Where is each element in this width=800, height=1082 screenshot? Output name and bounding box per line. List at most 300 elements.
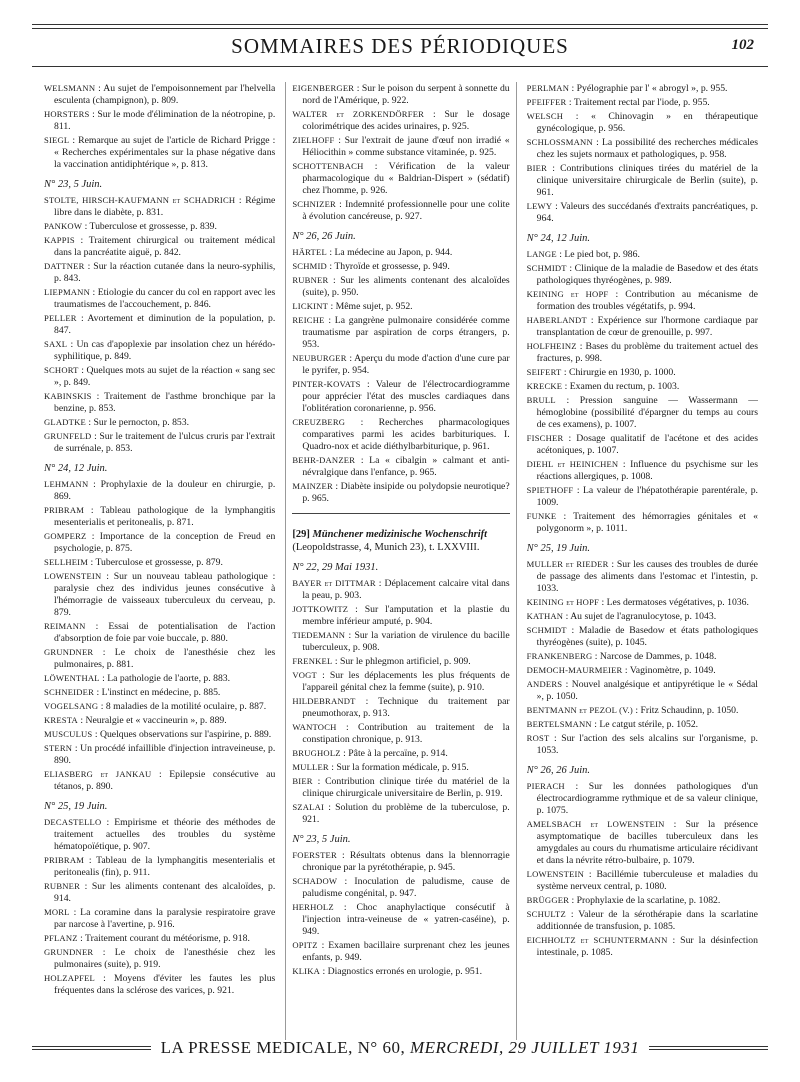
abstract-entry bbox=[527, 894, 758, 907]
entry-text: : Moyens d'éviter les fautes les plus fréquentes dans la sclérose des varices, p. 921. bbox=[54, 973, 276, 996]
entry-author: MUSCULUS bbox=[44, 729, 93, 739]
abstract-entry bbox=[527, 288, 758, 313]
abstract-entry bbox=[527, 162, 758, 199]
abstract-entry bbox=[292, 134, 509, 159]
footer-publication: LA PRESSE MEDICALE, N° 60, bbox=[160, 1038, 406, 1057]
entry-text: : Traitement des hémorragies génitales et « polygonorm », p. 1011. bbox=[536, 511, 758, 534]
entry-author: STERN bbox=[44, 743, 73, 753]
entry-text: : La médecine au Japon, p. 944. bbox=[326, 247, 453, 258]
abstract-entry bbox=[44, 364, 275, 389]
abstract-entry bbox=[527, 934, 758, 959]
abstract-entry bbox=[527, 432, 758, 457]
abstract-entry bbox=[527, 340, 758, 365]
entry-text: : Résultats obtenus dans la blennorragie chronique par la pyrétothérapie, p. 945. bbox=[302, 850, 510, 873]
entry-author: WANTOCH bbox=[292, 722, 337, 732]
entry-text: : Sur le dosage colorimétrique des acides urinaires, p. 925. bbox=[302, 109, 510, 132]
entry-author: RUBNER bbox=[292, 275, 329, 285]
abstract-entry bbox=[292, 695, 509, 720]
entry-author: SAXL bbox=[44, 339, 68, 349]
entry-author: REICHE bbox=[292, 315, 325, 325]
entry-author: FRENKEL bbox=[292, 656, 333, 666]
entry-text: : Sur le pernocton, p. 853. bbox=[85, 417, 190, 428]
entry-author: DEMOCH-MAURMEIER bbox=[526, 665, 623, 675]
abstract-entry bbox=[44, 570, 275, 619]
entry-text: : Le choix de l'anesthésie chez les pulmonaires (suite), p. 919. bbox=[54, 947, 276, 970]
entry-author: PRIBRAM bbox=[44, 505, 85, 515]
entry-author: PANKOW bbox=[44, 221, 83, 231]
entry-text: : Sur la présence asymptomatique de bacilles tuberculeux dans les amygdales au cours du rhumatisme articulaire récidivant et dans la névrite rétro-bulbaire, p. 1079. bbox=[536, 819, 758, 866]
entry-text: : Essai de potentialisation de l'action d'absorption de foie par voie buccale, p. 880. bbox=[54, 621, 276, 644]
entry-text: : Contribution au traitement de la constipation chronique, p. 913. bbox=[302, 722, 510, 745]
abstract-entry bbox=[292, 721, 509, 746]
entry-text: : Le pied bot, p. 986. bbox=[556, 249, 640, 260]
entry-author: SCHLOSSMANN bbox=[526, 137, 593, 147]
entry-author: BIER bbox=[292, 776, 313, 786]
entry-text: : Sur les aliments contenant des alcaloïdes (suite), p. 950. bbox=[302, 275, 510, 298]
entry-author: PRIBRAM bbox=[44, 855, 85, 865]
abstract-entry bbox=[527, 394, 758, 431]
entry-author: HOLZAPFEL bbox=[44, 973, 95, 983]
entry-text: : Valeurs des succédanés d'extraits pancréatiques, p. 964. bbox=[536, 201, 758, 224]
entry-text: : Importance de la conception de Freud en psychologie, p. 875. bbox=[54, 531, 276, 554]
entry-text: : Bases du problème du traitement actuel des fractures, p. 998. bbox=[536, 341, 758, 364]
abstract-entry bbox=[292, 314, 509, 351]
entry-author: HOLFHEINZ bbox=[526, 341, 577, 351]
entry-author: SCHNEIDER bbox=[44, 687, 95, 697]
entry-author: VOGELSANG bbox=[44, 701, 99, 711]
entry-text: : La gangrène pulmonaire considérée comme traumatisme par aspiration de corps étrangers, p. 953. bbox=[302, 315, 510, 350]
abstract-entry bbox=[292, 655, 509, 668]
abstract-entry bbox=[292, 801, 509, 826]
entry-text: : Examen du rectum, p. 1003. bbox=[562, 381, 680, 392]
entry-author: ANDERS bbox=[526, 679, 563, 689]
abstract-entry bbox=[527, 136, 758, 161]
entry-text: : La coramine dans la paralysie respiratoire grave par narcose à l'avertine, p. 916. bbox=[54, 907, 276, 930]
entry-author: NEUBURGER bbox=[292, 353, 347, 363]
issue-heading: N° 24, 12 Juin. bbox=[44, 463, 108, 474]
entry-text: : Sur les déplacements les plus fréquents de l'appareil génital chez la femme (suite), p. 910. bbox=[302, 670, 510, 693]
abstract-entry bbox=[44, 82, 275, 107]
entry-text: : Indemnité professionnelle pour une colite à évolution cancéreuse, p. 927. bbox=[302, 199, 510, 222]
abstract-entry bbox=[527, 818, 758, 867]
abstract-entry bbox=[292, 480, 509, 505]
entry-author: KAPPIS bbox=[44, 235, 75, 245]
abstract-entry bbox=[292, 454, 509, 479]
entry-text: : Prophylaxie de la scarlatine, p. 1082. bbox=[569, 895, 721, 906]
entry-text: : Quelques observations sur l'aspirine, p. 889. bbox=[92, 729, 272, 740]
entry-text: : Sur un nouveau tableau pathologique : paralysie chez des individus jeunes consécutive à l'hémorragie de vaisseaux tuberculeux du cerveau, p. 879. bbox=[54, 571, 276, 618]
entry-text: : Clinique de la maladie de Basedow et des états pathologiques thyréogènes, p. 989. bbox=[536, 263, 758, 286]
entry-author: BENTMANN et PEZOL (V.) bbox=[526, 705, 633, 715]
entry-text: : Dosage qualitatif de l'acétone et des acides acétoniques, p. 1007. bbox=[536, 433, 758, 456]
abstract-entry bbox=[292, 260, 509, 273]
journal-details: (Leopoldstrasse, 4, Munich 23), t. LXXVIII. bbox=[292, 542, 480, 553]
entry-author: AMELSBACH et LOWENSTEIN bbox=[526, 819, 665, 829]
entry-author: BAYER et DITTMAR bbox=[292, 578, 376, 588]
page-title: SOMMAIRES DES PÉRIODIQUES bbox=[231, 34, 569, 58]
entry-text: : Diabète insipide ou polydopsie neurotique? p. 965. bbox=[302, 481, 510, 504]
entry-text: : Sur le mode d'élimination de la néotropine, p. 811. bbox=[54, 109, 276, 132]
abstract-entry bbox=[44, 714, 275, 727]
entry-author: FISCHER bbox=[526, 433, 564, 443]
entry-author: SCHMIDT bbox=[526, 625, 567, 635]
abstract-entry bbox=[292, 875, 509, 900]
entry-text: : Sur l'extrait de jaune d'œuf non irradié « Héliocithin » comme substance vitaminée, p. 925. bbox=[302, 135, 510, 158]
footer-rule-left bbox=[32, 1046, 151, 1050]
entry-author: BERTELSMANN bbox=[526, 719, 592, 729]
entry-author: SCHULTZ bbox=[526, 909, 566, 919]
entry-author: LOWENSTEIN bbox=[526, 869, 585, 879]
entry-author: WELSCH bbox=[526, 111, 564, 121]
abstract-entry bbox=[44, 416, 275, 429]
entry-author: STOLTE, HIRSCH-KAUFMANN et SCHADRICH bbox=[44, 195, 236, 205]
abstract-entry bbox=[44, 906, 275, 931]
abstract-entry bbox=[44, 768, 275, 793]
entry-author: GRUNDNER bbox=[44, 947, 94, 957]
columns bbox=[44, 82, 758, 1040]
entry-author: ROST bbox=[526, 733, 550, 743]
abstract-entry bbox=[292, 352, 509, 377]
entry-text: : Nouvel analgésique et antipyrétique le « Sédal », p. 1050. bbox=[536, 679, 758, 702]
entry-author: WELSMANN bbox=[44, 83, 96, 93]
abstract-entry bbox=[527, 510, 758, 535]
abstract-entry bbox=[44, 390, 275, 415]
entry-author: BRUGHOLZ bbox=[292, 748, 341, 758]
column-right bbox=[527, 82, 758, 1040]
entry-author: TIEDEMANN bbox=[292, 630, 346, 640]
entry-text: : Sur la formation médicale, p. 915. bbox=[328, 762, 469, 773]
abstract-entry bbox=[292, 939, 509, 964]
abstract-entry bbox=[44, 646, 275, 671]
abstract-entry bbox=[527, 664, 758, 677]
entry-author: LEHMANN bbox=[44, 479, 89, 489]
abstract-entry bbox=[292, 198, 509, 223]
abstract-entry bbox=[527, 780, 758, 817]
entry-text: : Pyélographie par l' « abrogyl », p. 955. bbox=[569, 83, 728, 94]
abstract-entry bbox=[44, 946, 275, 971]
entry-text: : Choc anaphylactique consécutif à l'injection intra-veineuse de « yatren-caséine), p. 949. bbox=[302, 902, 510, 937]
entry-text: : Régime libre dans le diabète, p. 831. bbox=[54, 195, 276, 218]
page-number: 102 bbox=[731, 37, 754, 53]
entry-text: : Expérience sur l'hormone cardiaque par transplantation de cœur de grenouille, p. 997. bbox=[536, 315, 758, 338]
entry-author: MAINZER bbox=[292, 481, 333, 491]
entry-text: : Tableau pathologique de la lymphangitis mesenterialis et peritonealis, p. 871. bbox=[54, 505, 276, 528]
entry-text: : Valeur de la sérothérapie dans la scarlatine additionnée de transfusion, p. 1085. bbox=[536, 909, 758, 932]
entry-text: : Traitement courant du météorisme, p. 918. bbox=[77, 933, 250, 944]
entry-text: : Sur la variation de virulence du bacille tuberculeux, p. 908. bbox=[302, 630, 510, 653]
entry-text: : La « cibalgin » calmant et anti-névralgique dans l'enfance, p. 965. bbox=[302, 455, 510, 478]
entry-text: : Inoculation de paludisme, cause de paludisme congénital, p. 947. bbox=[302, 876, 510, 899]
entry-text: : Remarque au sujet de l'article de Richard Prigge : « Recherches expérimentales sur la phase négative dans la vaccination antidiphtérique », p. 813. bbox=[54, 135, 276, 170]
entry-author: KEINING et HOPF bbox=[526, 597, 600, 607]
abstract-entry bbox=[44, 972, 275, 997]
abstract-entry bbox=[44, 556, 275, 569]
abstract-entry bbox=[292, 300, 509, 313]
abstract-entry bbox=[44, 338, 275, 363]
entry-text: : Vérification de la valeur pharmacologique du « Baldrian-Dispert » (sédatif) chez l'homme, p. 926. bbox=[302, 161, 510, 196]
entry-author: GOMPERZ bbox=[44, 531, 87, 541]
entry-author: HERHOLZ bbox=[292, 902, 334, 912]
entry-author: SCHOTTENBACH bbox=[292, 161, 364, 171]
entry-author: HÄRTEL bbox=[292, 247, 327, 257]
entry-author: EICHHOLTZ et SCHUNTERMANN bbox=[526, 935, 668, 945]
entry-text: : Au sujet de l'empoisonnement par l'helvella esculenta (champignon), p. 809. bbox=[54, 83, 276, 106]
abstract-entry bbox=[292, 761, 509, 774]
entry-author: BIER bbox=[526, 163, 548, 173]
entry-author: LÖWENTHAL bbox=[44, 673, 100, 683]
entry-text: : Tuberculose et grossesse, p. 839. bbox=[82, 221, 217, 232]
entry-text: : La pathologie de l'aorte, p. 883. bbox=[99, 673, 231, 684]
top-rule-2 bbox=[32, 28, 768, 29]
entry-author: SPIETHOFF bbox=[526, 485, 574, 495]
entry-author: BEHR-DANZER bbox=[292, 455, 356, 465]
issue-heading: N° 26, 26 Juin. bbox=[292, 231, 356, 242]
footer-rule-right bbox=[649, 1046, 768, 1050]
entry-text: : Influence du psychisme sur les réactions allergiques, p. 1008. bbox=[536, 459, 758, 482]
abstract-entry bbox=[44, 312, 275, 337]
abstract-entry bbox=[292, 378, 509, 415]
entry-author: GRUNDNER bbox=[44, 647, 94, 657]
entry-author: SELLHEIM bbox=[44, 557, 89, 567]
entry-text: : Sur le poison du serpent à sonnette du nord de l'Amérique, p. 922. bbox=[302, 83, 510, 106]
entry-author: LANGE bbox=[526, 249, 557, 259]
entry-author: SCHNIZER bbox=[292, 199, 336, 209]
entry-author: EIGENBERGER bbox=[292, 83, 355, 93]
abstract-entry bbox=[527, 458, 758, 483]
entry-author: FRANKENBERG bbox=[526, 651, 593, 661]
entry-text: : Chirurgie en 1930, p. 1000. bbox=[561, 367, 676, 378]
entry-text: : Neuralgie et « vaccineurin », p. 889. bbox=[77, 715, 227, 726]
abstract-entry bbox=[527, 82, 758, 95]
entry-text: : Aperçu du mode d'action d'une cure par le pyrifer, p. 954. bbox=[302, 353, 510, 376]
abstract-entry bbox=[44, 108, 275, 133]
entry-text: : Pâte à la percaïne, p. 914. bbox=[340, 748, 448, 759]
entry-text: : Avortement et diminution de la population, p. 847. bbox=[54, 313, 276, 336]
abstract-entry bbox=[44, 816, 275, 853]
entry-author: SEIFERT bbox=[526, 367, 562, 377]
top-rule bbox=[32, 24, 768, 25]
entry-author: MULLER bbox=[292, 762, 329, 772]
entry-text: : Sur les aliments contenant des alcaloïdes, p. 914. bbox=[54, 881, 276, 904]
entry-author: LICKINT bbox=[292, 301, 329, 311]
abstract-entry bbox=[44, 530, 275, 555]
abstract-entry bbox=[292, 775, 509, 800]
entry-author: SCHORT bbox=[44, 365, 79, 375]
abstract-entry bbox=[44, 286, 275, 311]
abstract-entry bbox=[44, 260, 275, 285]
abstract-entry bbox=[292, 747, 509, 760]
entry-text: : Diagnostics erronés en urologie, p. 951. bbox=[320, 966, 483, 977]
abstract-entry bbox=[527, 96, 758, 109]
entry-author: RUBNER bbox=[44, 881, 81, 891]
entry-author: OPITZ bbox=[292, 940, 318, 950]
entry-author: CREUZBERG bbox=[292, 417, 346, 427]
entry-author: KATHAN bbox=[526, 611, 564, 621]
abstract-entry bbox=[527, 110, 758, 135]
abstract-entry bbox=[292, 274, 509, 299]
journal-name: Münchener medizinische Wochenschrift bbox=[312, 529, 488, 540]
entry-author: KEINING et HOPF bbox=[526, 289, 609, 299]
abstract-entry bbox=[44, 234, 275, 259]
abstract-entry bbox=[527, 314, 758, 339]
abstract-entry bbox=[292, 849, 509, 874]
abstract-entry bbox=[292, 416, 509, 453]
entry-author: SIEGL bbox=[44, 135, 70, 145]
entry-text: : Sur la réaction cutanée dans la neuro-syphilis, p. 843. bbox=[54, 261, 276, 284]
entry-author: PIERACH bbox=[526, 781, 565, 791]
abstract-entry bbox=[292, 246, 509, 259]
entry-text: : Sur le traitement de l'ulcus cruris par l'extrait de surrénale, p. 853. bbox=[54, 431, 276, 454]
footer-date: MERCREDI, 29 JUILLET 1931 bbox=[409, 1038, 640, 1057]
entry-author: WALTER et ZORKENDÖRFER bbox=[292, 109, 425, 119]
journal-number: [29] bbox=[292, 529, 313, 540]
abstract-entry bbox=[44, 728, 275, 741]
entry-text: : Sur l'amputation et la plastie du membre inférieur amputé, p. 904. bbox=[302, 604, 510, 627]
abstract-entry bbox=[44, 220, 275, 233]
abstract-entry bbox=[527, 248, 758, 261]
entry-text: : Tableau de la lymphangitis mesenterialis et peritonealis (fin), p. 911. bbox=[54, 855, 276, 878]
entry-text: : L'instinct en médecine, p. 885. bbox=[94, 687, 221, 698]
header-rule bbox=[32, 66, 768, 67]
abstract-entry bbox=[527, 650, 758, 663]
issue-heading: N° 23, 5 Juin. bbox=[292, 834, 351, 845]
entry-text: : Examen bacillaire surprenant chez les jeunes enfants, p. 949. bbox=[302, 940, 510, 963]
entry-text: : Au sujet de l'agranulocytose, p. 1043. bbox=[563, 611, 717, 622]
abstract-entry bbox=[44, 742, 275, 767]
entry-text: : Le catgut stérile, p. 1052. bbox=[591, 719, 699, 730]
abstract-entry bbox=[44, 194, 275, 219]
abstract-entry bbox=[44, 700, 275, 713]
entry-author: GRUNFELD bbox=[44, 431, 92, 441]
abstract-entry bbox=[527, 380, 758, 393]
entry-text: : Même sujet, p. 952. bbox=[328, 301, 413, 312]
entry-text: : Sur les données pathologiques d'un électrocardiogramme rythmique et de sa valeur clinique, p. 1075. bbox=[536, 781, 758, 816]
entry-author: VOGT bbox=[292, 670, 317, 680]
abstract-entry bbox=[292, 108, 509, 133]
entry-text: : Traitement de l'asthme bronchique par la benzine, p. 853. bbox=[54, 391, 276, 414]
entry-text: : Sur les causes des troubles de durée de passage des aliments dans l'estomac et l'intestin, p. 1033. bbox=[536, 559, 758, 594]
abstract-entry bbox=[292, 603, 509, 628]
entry-text: : Maladie de Basedow et états pathologiques thyréogènes (suite), p. 1045. bbox=[536, 625, 758, 648]
entry-text: : Le choix de l'anesthésie chez les pulmonaires, p. 881. bbox=[54, 647, 276, 670]
abstract-entry bbox=[527, 262, 758, 287]
abstract-entry bbox=[44, 478, 275, 503]
abstract-entry bbox=[527, 610, 758, 623]
entry-text: : Fritz Schaudinn, p. 1050. bbox=[632, 705, 739, 716]
abstract-entry bbox=[44, 134, 275, 171]
issue-heading: N° 26, 26 Juin. bbox=[526, 765, 591, 776]
abstract-entry bbox=[527, 704, 758, 717]
abstract-entry bbox=[292, 577, 509, 602]
abstract-entry bbox=[292, 669, 509, 694]
abstract-entry bbox=[292, 629, 509, 654]
column-middle bbox=[285, 82, 516, 1040]
entry-text: : Contribution clinique tirée du matériel de la clinique chirurgicale universitaire de Berlin, p. 919. bbox=[302, 776, 510, 799]
issue-heading: N° 23, 5 Juin. bbox=[44, 179, 103, 190]
entry-text: : Prophylaxie de la douleur en chirurgie, p. 869. bbox=[54, 479, 276, 502]
entry-author: PERLMAN bbox=[526, 83, 570, 93]
page-header bbox=[32, 34, 768, 60]
abstract-entry bbox=[44, 620, 275, 645]
entry-text: : Traitement chirurgical ou traitement médical dans la pancréatite aiguë, p. 842. bbox=[54, 235, 276, 258]
abstract-entry bbox=[527, 732, 758, 757]
entry-author: BRULL bbox=[526, 395, 556, 405]
entry-text: : Tuberculose et grossesse, p. 879. bbox=[88, 557, 223, 568]
entry-author: LOWENSTEIN bbox=[44, 571, 102, 581]
abstract-entry bbox=[44, 880, 275, 905]
entry-text: : Un procédé infaillible d'injection intraveineuse, p. 890. bbox=[54, 743, 276, 766]
entry-author: KRESTA bbox=[44, 715, 78, 725]
abstract-entry bbox=[527, 558, 758, 595]
abstract-entry bbox=[527, 908, 758, 933]
entry-author: MORL bbox=[44, 907, 70, 917]
entry-text: : Technique du traitement par pneumothorax, p. 913. bbox=[302, 696, 510, 719]
entry-author: FOERSTER bbox=[292, 850, 337, 860]
entry-text: : Thyroïde et grossesse, p. 949. bbox=[326, 261, 450, 272]
entry-text: : Bacillémie tuberculeuse et maladies du système nerveux central, p. 1080. bbox=[536, 869, 758, 892]
abstract-entry bbox=[44, 430, 275, 455]
entry-author: HABERLANDT bbox=[526, 315, 587, 325]
journal-heading bbox=[292, 528, 509, 554]
entry-author: PFEIFFER bbox=[526, 97, 567, 107]
entry-text: : Pression sanguine — Wassermann — hémoglobine (possibilité d'épargner du temps au cours de ces examens), p. 1007. bbox=[536, 395, 758, 430]
entry-author: ELIASBERG et JANKAU bbox=[44, 769, 152, 779]
entry-author: MULLER et RIEDER bbox=[526, 559, 609, 569]
entry-author: LEWY bbox=[526, 201, 553, 211]
entry-author: ZIELHOFF bbox=[292, 135, 335, 145]
entry-author: BRÜGGER bbox=[526, 895, 570, 905]
entry-author: JOTTKOWITZ bbox=[292, 604, 349, 614]
entry-text: : Sur le phlegmon artificiel, p. 909. bbox=[332, 656, 471, 667]
entry-text: : Epilepsie consécutive au tétanos, p. 890. bbox=[54, 769, 276, 792]
abstract-entry bbox=[527, 624, 758, 649]
entry-text: : La possibilité des recherches médicales chez les sujets normaux et pathologiques, p. 958. bbox=[536, 137, 758, 160]
entry-author: KABINSKIS bbox=[44, 391, 92, 401]
entry-text: : Valeur de l'électrocardiogramme pour apprécier l'état des muscles cardiaques dans l'oblitération coronarienne, p. 956. bbox=[302, 379, 510, 414]
entry-text: : Narcose de Dammes, p. 1048. bbox=[592, 651, 717, 662]
entry-text: : 8 maladies de la motilité oculaire, p. 887. bbox=[98, 701, 267, 712]
abstract-entry bbox=[527, 596, 758, 609]
entry-author: SCHMIDT bbox=[526, 263, 567, 273]
entry-text: : Empirisme et théorie des méthodes de traitement actuelles des troubles du système hématopoïétique, p. 907. bbox=[54, 817, 276, 852]
entry-text: : Contribution au mécanisme de formation des troubles végétatifs, p. 994. bbox=[536, 289, 758, 312]
abstract-entry bbox=[527, 366, 758, 379]
abstract-entry bbox=[44, 504, 275, 529]
abstract-entry bbox=[292, 160, 509, 197]
entry-text: : Etiologie du cancer du col en rapport avec les traumatismes de l'accouchement, p. 846. bbox=[54, 287, 276, 310]
entry-text: : Vaginomètre, p. 1049. bbox=[622, 665, 716, 676]
abstract-entry bbox=[292, 965, 509, 978]
page-footer bbox=[32, 1036, 768, 1060]
entry-author: SCHMID bbox=[292, 261, 327, 271]
entry-author: DECASTELLO bbox=[44, 817, 102, 827]
abstract-entry bbox=[44, 686, 275, 699]
entry-author: LIEPMANN bbox=[44, 287, 90, 297]
entry-author: REIMANN bbox=[44, 621, 86, 631]
entry-text: : La valeur de l'hépatothérapie parentérale, p. 1009. bbox=[536, 485, 758, 508]
issue-heading: N° 25, 19 Juin. bbox=[526, 543, 591, 554]
entry-author: GLADTKE bbox=[44, 417, 86, 427]
abstract-entry bbox=[44, 854, 275, 879]
entry-text: : « Chinovagin » en thérapeutique gynécologique, p. 956. bbox=[536, 111, 758, 134]
entry-text: : Sur la désinfection intestinale, p. 1085. bbox=[536, 935, 758, 958]
entry-text: : Traitement rectal par l'iode, p. 955. bbox=[566, 97, 710, 108]
entry-text: : Solution du problème de la tuberculose, p. 921. bbox=[302, 802, 510, 825]
entry-author: HILDEBRANDT bbox=[292, 696, 356, 706]
entry-author: HORSTERS bbox=[44, 109, 90, 119]
abstract-entry bbox=[527, 718, 758, 731]
entry-author: PINTER-KOVATS bbox=[292, 379, 361, 389]
